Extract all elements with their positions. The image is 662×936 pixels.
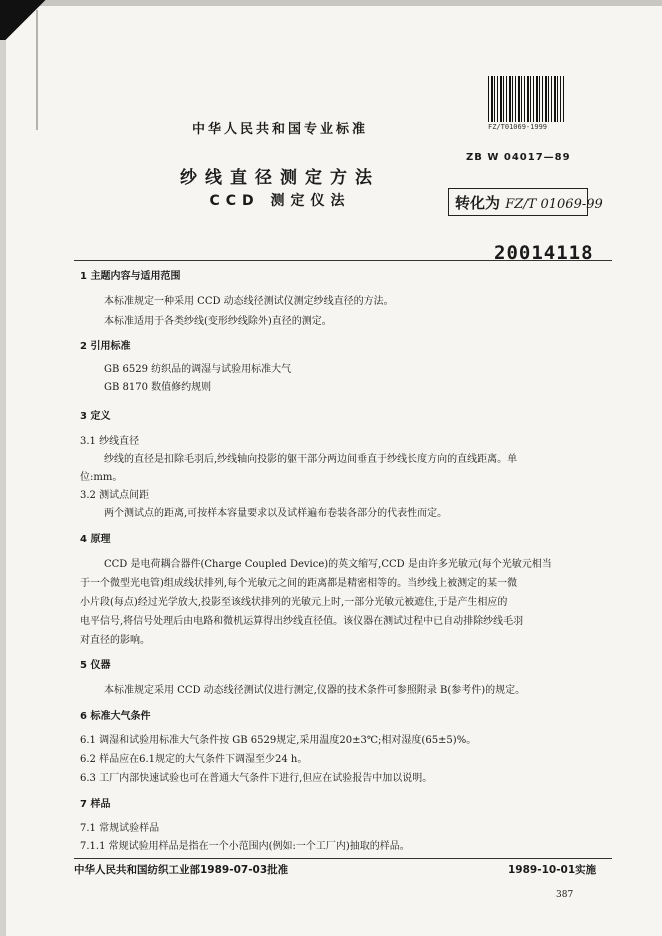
principle-line-1: CCD 是电荷耦合器件(Charge Coupled Device)的英文缩写,CCD 是由许多光敏元(每个光敏元相当 — [104, 559, 552, 570]
section-5-para-1: 本标准规定采用 CCD 动态线径测试仪进行测定,仪器的技术条件可参照附录 B(参考件)的规定。 — [104, 685, 526, 696]
scan-spine-line — [36, 10, 38, 130]
footer-divider — [74, 858, 612, 859]
document-subtitle: CCD 测定仪法 — [209, 193, 351, 209]
principle-line-5: 对直径的影响。 — [80, 635, 150, 646]
item-6-3: 6.3 工厂内部快速试验也可在普通大气条件下进行,但应在试验报告中加以说明。 — [80, 773, 433, 784]
item-6-2: 6.2 样品应在6.1规定的大气条件下调湿至少24 h。 — [80, 754, 308, 765]
item-7-1-1: 7.1.1 常规试验用样品是指在一个小范围内(例如:一个工厂内)抽取的样品。 — [80, 841, 410, 852]
principle-line-3: 小片段(每点)经过光学放大,投影至该线状排列的光敏元上时,一部分光敏元被遮住,于是产生相应的 — [80, 597, 508, 608]
section-6-heading: 6 标准大气条件 — [80, 711, 151, 722]
stamp-handwritten-text: FZ/T 01069-99 — [505, 197, 603, 212]
section-5-heading: 5 仪器 — [80, 660, 111, 671]
item-7-1: 7.1 常规试验样品 — [80, 823, 160, 834]
scan-edge-top — [0, 0, 662, 6]
definition-3-1-line-1: 纱线的直径是扣除毛羽后,纱线轴向投影的躯干部分两边间垂直于纱线长度方向的直线距离。单 — [104, 454, 518, 465]
standard-code: ZB W 04017—89 — [466, 152, 571, 163]
stamp-printed-text: 转化为 — [455, 194, 501, 212]
organization-title: 中华人民共和国专业标准 — [191, 122, 368, 137]
principle-line-2: 于一个微型光电管)组成线状排列,每个光敏元之间的距离都是精密相等的。当纱线上被测定的某一微 — [80, 578, 518, 589]
scan-edge-left — [0, 0, 6, 936]
section-2-heading: 2 引用标准 — [80, 341, 131, 352]
reference-2: GB 8170 数值修约规则 — [104, 382, 212, 393]
conversion-stamp — [448, 188, 603, 216]
folded-corner — [0, 0, 60, 40]
section-7-heading: 7 样品 — [80, 799, 111, 810]
barcode-number: FZ/T01069-1999 — [488, 123, 548, 131]
header-divider — [74, 260, 612, 261]
document-title: 纱线直径测定方法 — [180, 168, 380, 188]
section-3-heading: 3 定义 — [80, 411, 111, 422]
approval-line: 中华人民共和国纺织工业部1989-07-03批准 — [74, 864, 289, 876]
definition-3-2-title: 3.2 测试点间距 — [80, 490, 150, 501]
section-4-heading: 4 原理 — [80, 534, 111, 545]
effective-date: 1989-10-01实施 — [508, 864, 597, 876]
page-number: 387 — [556, 890, 574, 900]
section-1-heading: 1 主题内容与适用范围 — [80, 271, 181, 282]
section-1-para-1: 本标准规定一种采用 CCD 动态线径测试仪测定纱线直径的方法。 — [104, 296, 394, 307]
reference-1: GB 6529 纺织品的调湿与试验用标准大气 — [104, 364, 292, 375]
definition-3-2-line-1: 两个测试点的距离,可按样本容量要求以及试样遍布卷装各部分的代表性而定。 — [104, 508, 448, 519]
section-1-para-2: 本标准适用于各类纱线(变形纱线除外)直径的测定。 — [104, 316, 332, 327]
handwritten-number: 20014118 — [494, 242, 594, 264]
definition-3-1-title: 3.1 纱线直径 — [80, 436, 140, 447]
item-6-1: 6.1 调湿和试验用标准大气条件按 GB 6529规定,采用温度20±3℃;相对湿度(65±5)%。 — [80, 735, 477, 746]
barcode — [488, 76, 564, 122]
definition-3-1-line-2: 位:mm。 — [80, 472, 123, 483]
principle-line-4: 电平信号,将信号处理后由电路和微机运算得出纱线直径值。该仪器在测试过程中已自动排除纱线毛羽 — [80, 616, 524, 627]
